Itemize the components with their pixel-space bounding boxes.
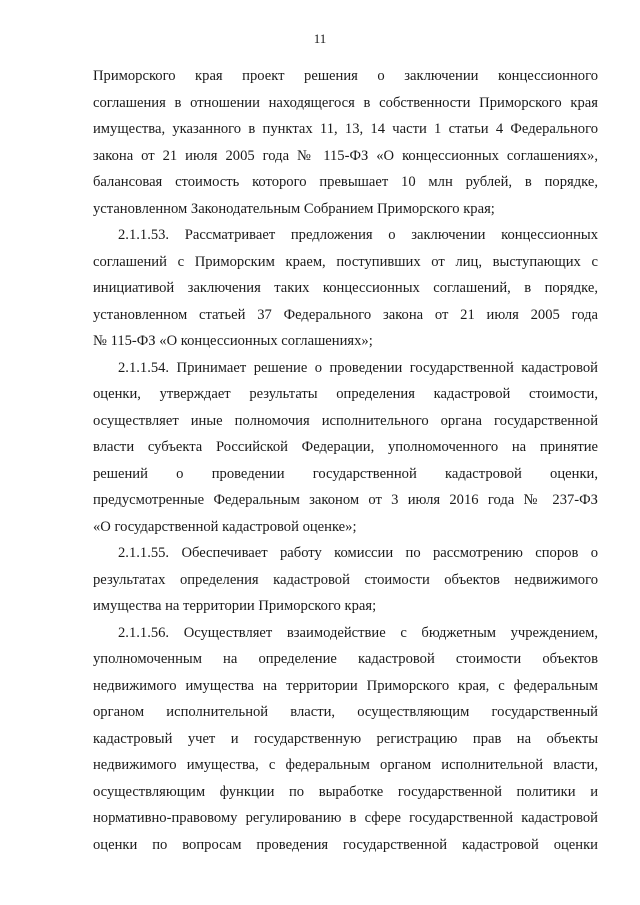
text-line: балансовая стоимость которого превышает 10 млн рублей, в порядке, — [93, 174, 598, 190]
text-line: оценки, утверждает результаты определения кадастровой стоимости, — [93, 386, 598, 402]
text-line: решений о проведении государственной кадастровой оценки, — [93, 465, 598, 482]
paragraph-2-1-1-56 — [93, 620, 598, 859]
page-number: 11 — [313, 31, 327, 46]
text-line: инициативой заключения таких концессионных соглашений, в порядке, — [93, 280, 598, 296]
text-line: 2.1.1.56. Осуществляет взаимодействие с бюджетным учреждением, — [118, 624, 598, 641]
text-line: недвижимого имущества на территории Приморского края, с федеральным — [93, 677, 598, 694]
text-line: № 115-ФЗ «О концессионных соглашениях»; — [93, 333, 373, 349]
text-line: установленном Законодательным Собранием Приморского края; — [93, 200, 495, 217]
text-line: осуществляет иные полномочия исполнительного органа государственной — [93, 412, 598, 429]
paragraph-2-1-1-55 — [93, 540, 598, 620]
text-line: 2.1.1.55. Обеспечивает работу комиссии по рассмотрению споров о — [118, 545, 598, 561]
text-line: соглашений с Приморским краем, поступивших от лиц, выступающих с — [93, 253, 598, 270]
text-line: закона от 21 июля 2005 года № 115-ФЗ «О концессионных соглашениях», — [93, 147, 598, 164]
text-line: органом исполнительной власти, осуществляющим государственный — [93, 704, 598, 720]
text-line: 2.1.1.53. Рассматривает предложения о заключении концессионных — [118, 227, 598, 243]
paragraph-2-1-1-53 — [93, 222, 598, 355]
text-line: кадастровый учет и государственную регистрацию прав на объекты — [93, 730, 598, 747]
text-line: 2.1.1.54. Принимает решение о проведении государственной кадастровой — [118, 359, 598, 376]
text-line: имущества на территории Приморского края; — [93, 598, 377, 614]
text-line: предусмотренные Федеральным законом от 3 июля 2016 года № 237-ФЗ — [93, 492, 598, 508]
text-line: власти субъекта Российской Федерации, уполномоченного на принятие — [93, 439, 598, 455]
text-line: уполномоченным на определение кадастровой стоимости объектов — [93, 651, 598, 667]
text-line: Приморского края проект решения о заключении концессионного — [93, 68, 598, 84]
text-line: результатах определения кадастровой стоимости объектов недвижимого — [93, 571, 598, 588]
document-body — [93, 63, 598, 858]
text-line: недвижимого имущества, с федеральным органом исполнительной власти, — [93, 757, 598, 773]
text-line: осуществляющим функции по выработке государственной политики и — [93, 783, 598, 800]
text-line: оценки по вопросам проведения государственной кадастровой оценки — [93, 836, 598, 853]
text-line: имущества, указанного в пунктах 11, 13, 14 части 1 статьи 4 Федерального — [93, 121, 598, 137]
text-line: нормативно-правовому регулированию в сфере государственной кадастровой — [93, 810, 598, 826]
text-line: «О государственной кадастровой оценке»; — [93, 518, 357, 535]
paragraph-continuation — [93, 63, 598, 222]
text-line: установленном статьей 37 Федерального закона от 21 июля 2005 года — [93, 306, 598, 323]
paragraph-2-1-1-54 — [93, 355, 598, 541]
text-line: соглашения в отношении находящегося в собственности Приморского края — [93, 94, 598, 111]
